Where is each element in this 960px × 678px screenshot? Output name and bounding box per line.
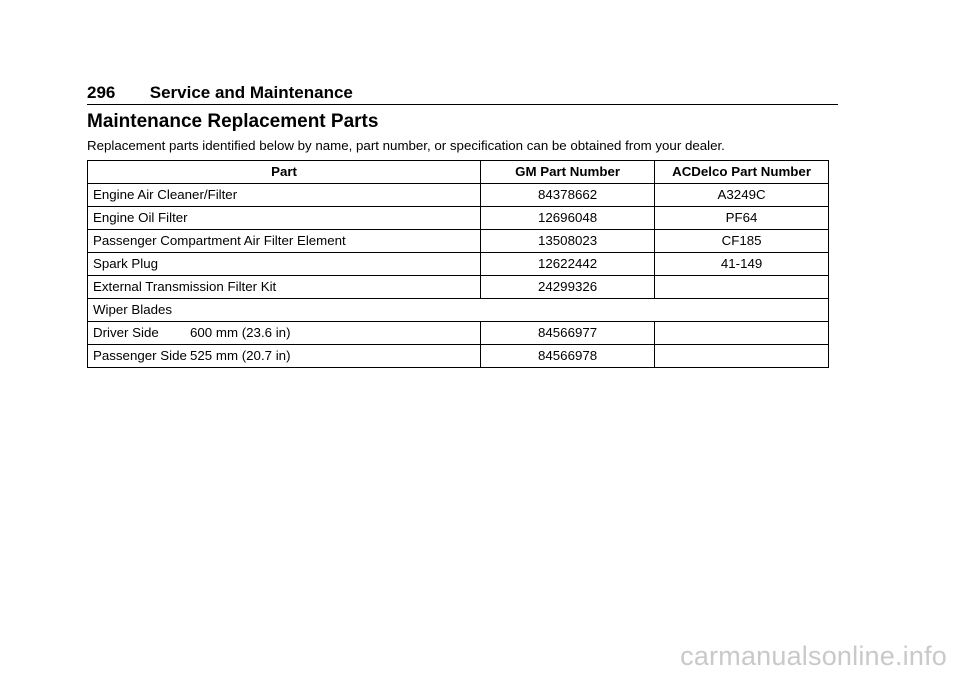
table-row — [88, 230, 829, 253]
page-heading: Maintenance Replacement Parts — [87, 111, 379, 132]
table-row — [88, 276, 829, 299]
sub-part-name: Passenger Side — [93, 348, 187, 363]
column-header-part: Part — [88, 161, 481, 184]
table-row — [88, 345, 829, 368]
part-name-cell: Engine Air Cleaner/Filter — [88, 184, 481, 207]
intro-paragraph: Replacement parts identified below by name, part number, or specification can be obtained from your dealer. — [87, 138, 725, 153]
table-header-row — [88, 161, 829, 184]
acdelco-part-number-cell: A3249C — [655, 184, 829, 207]
part-name-cell: External Transmission Filter Kit — [88, 276, 481, 299]
gm-part-number-cell: 84566978 — [481, 345, 655, 368]
sub-part-cell — [88, 322, 481, 345]
sub-part-name: Driver Side — [93, 325, 159, 340]
table-row — [88, 253, 829, 276]
acdelco-part-number-cell — [655, 276, 829, 299]
sub-part-cell — [88, 345, 481, 368]
column-header-acdelco-part-number: ACDelco Part Number — [655, 161, 829, 184]
gm-part-number-cell: 12696048 — [481, 207, 655, 230]
table-row — [88, 322, 829, 345]
sub-part-spec: 600 mm (23.6 in) — [190, 325, 291, 340]
acdelco-part-number-cell: CF185 — [655, 230, 829, 253]
group-label-cell: Wiper Blades — [88, 299, 829, 322]
part-name-cell: Spark Plug — [88, 253, 481, 276]
page-header — [87, 82, 838, 105]
watermark-text: carmanualsonline.info — [680, 641, 947, 671]
sub-part-spec: 525 mm (20.7 in) — [190, 348, 291, 363]
part-name-cell: Engine Oil Filter — [88, 207, 481, 230]
column-header-gm-part-number: GM Part Number — [481, 161, 655, 184]
gm-part-number-cell: 84378662 — [481, 184, 655, 207]
gm-part-number-cell: 13508023 — [481, 230, 655, 253]
acdelco-part-number-cell — [655, 345, 829, 368]
table-group-row-wiper-blades — [88, 299, 829, 322]
page-number: 296 — [87, 83, 116, 102]
gm-part-number-cell: 84566977 — [481, 322, 655, 345]
part-name-cell: Passenger Compartment Air Filter Element — [88, 230, 481, 253]
parts-table — [87, 160, 829, 368]
acdelco-part-number-cell: PF64 — [655, 207, 829, 230]
gm-part-number-cell: 24299326 — [481, 276, 655, 299]
acdelco-part-number-cell: 41-149 — [655, 253, 829, 276]
section-title: Service and Maintenance — [149, 83, 353, 102]
gm-part-number-cell: 12622442 — [481, 253, 655, 276]
acdelco-part-number-cell — [655, 322, 829, 345]
table-row — [88, 207, 829, 230]
table-row — [88, 184, 829, 207]
